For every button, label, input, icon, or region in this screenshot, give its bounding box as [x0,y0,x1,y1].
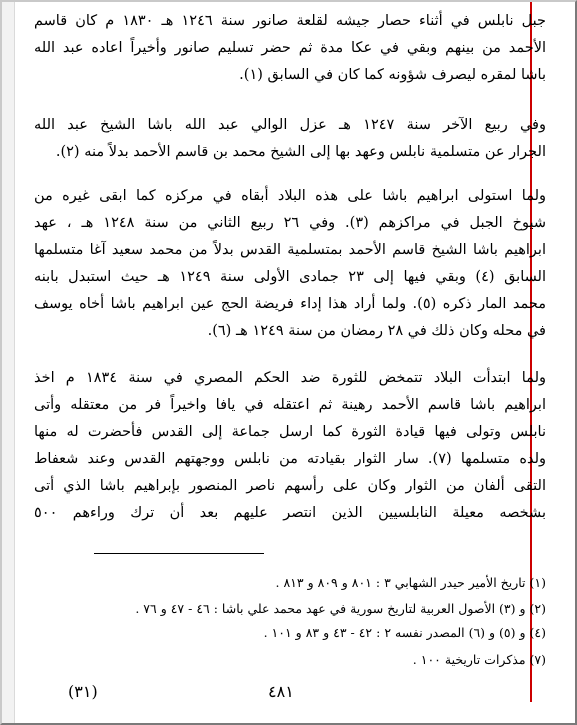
text-line: شيوخ الجبل في مراكزهم (٣). وفي ٢٦ ربيع الثاني من سنة ١٢٤٨ هـ ، عهد [34,215,546,231]
text-line: الأحمد من بينهم وبقي في عكا مدة ثم حضر تسليم صانور وأخيراً اعاده عبد الله [34,40,546,56]
viewer-left-strip [2,2,15,723]
text-line: ولما استولى ابراهيم باشا على هذه البلاد أبقاه في مركزه كما ابقى غيره من [34,188,546,204]
text-line: ابراهيم باشا قاسم الأحمد رهينة ثم اعتقله في يافا واخيراً فر من معتقله وأتى [34,397,546,413]
section-page-number: (٣١) [68,682,98,701]
text-line: باشا لمقره ليصرف شؤونه كما كان في السابق (١). [239,67,546,83]
text-line: التقى ألفان من الثوار وكان على رأسهم ناصر المنصور بإبراهيم باشا الذي أتى [34,478,546,494]
text-line: ابراهيم باشا الشيخ قاسم الأحمد بمتسلمية القدس بدلاً من محمد سعيد آغا متسلمها [34,242,546,258]
footnote-separator [94,553,264,554]
footnote-4: (٧) مذكرات تاريخية ١٠٠ . [412,652,546,667]
text-line: في محله وكان ذلك في ٢٨ رمضان من سنة ١٢٤٩ هـ (٦). [207,323,546,339]
text-line: جبل نابلس في أثناء حصار جيشه لقلعة صانور سنة ١٢٤٦ هـ ١٨٣٠ م كان قاسم [34,13,546,29]
page-number: ٤٨١ [268,682,294,701]
text-line: ولده متسلمها (٧). سار الثوار بقيادته من نابلس ووجهتهم القدس وعند شعفاط [34,451,546,467]
text-line: بشخصه معيلة النابلسيين الذين انتصر عليهم بعد أن ترك وراءهم ٥٠٠ [34,505,546,521]
text-line: ولما ابتدأت البلاد تتمخض للثورة ضد الحكم المصري في سنة ١٨٣٤ م اخذ [34,370,546,386]
book-page [24,2,554,723]
paragraph-2 [34,112,546,166]
text-line: وفي ربيع الآخر سنة ١٢٤٧ هـ عزل الوالي عبد الله باشا الشيخ عبد الله [34,117,546,133]
footnote-3: (٤) و (٥) و (٦) المصدر نفسه ٢ : ٤٢ - ٤٣ و ٨٣ و ١٠١ . [263,625,546,640]
paragraph-4 [34,365,546,527]
text-line: السابق (٤) وبقي فيها إلى ٢٣ جمادى الأولى سنة ١٢٤٩ هـ حيث استبدل بابنه [34,269,546,285]
paragraph-1 [34,8,546,89]
footnote-1: (١) تاريخ الأمير حيدر الشهابي ٣ : ٨٠١ و ٨٠٩ و ٨١٣ . [275,575,546,590]
footnote-2: (٢) و (٣) الأصول العربية لتاريخ سورية في عهد محمد علي باشا : ٤٦ - ٤٧ و ٧٦ . [135,601,546,616]
paragraph-3 [34,183,546,345]
text-line: محمد المار ذكره (٥). ولما أراد هذا إداء فريضة الحج عين ابراهيم باشا أخاه يوسف [34,296,546,312]
text-line: نابلس وتولى فيها قيادة الثورة كما ارسل جماعة إلى القدس فأحضرت له منها [34,424,546,440]
text-line: الجرار عن متسلمية نابلس وعهد بها إلى الشيخ محمد بن قاسم الأحمد بدلاً منه (٢). [55,144,546,160]
